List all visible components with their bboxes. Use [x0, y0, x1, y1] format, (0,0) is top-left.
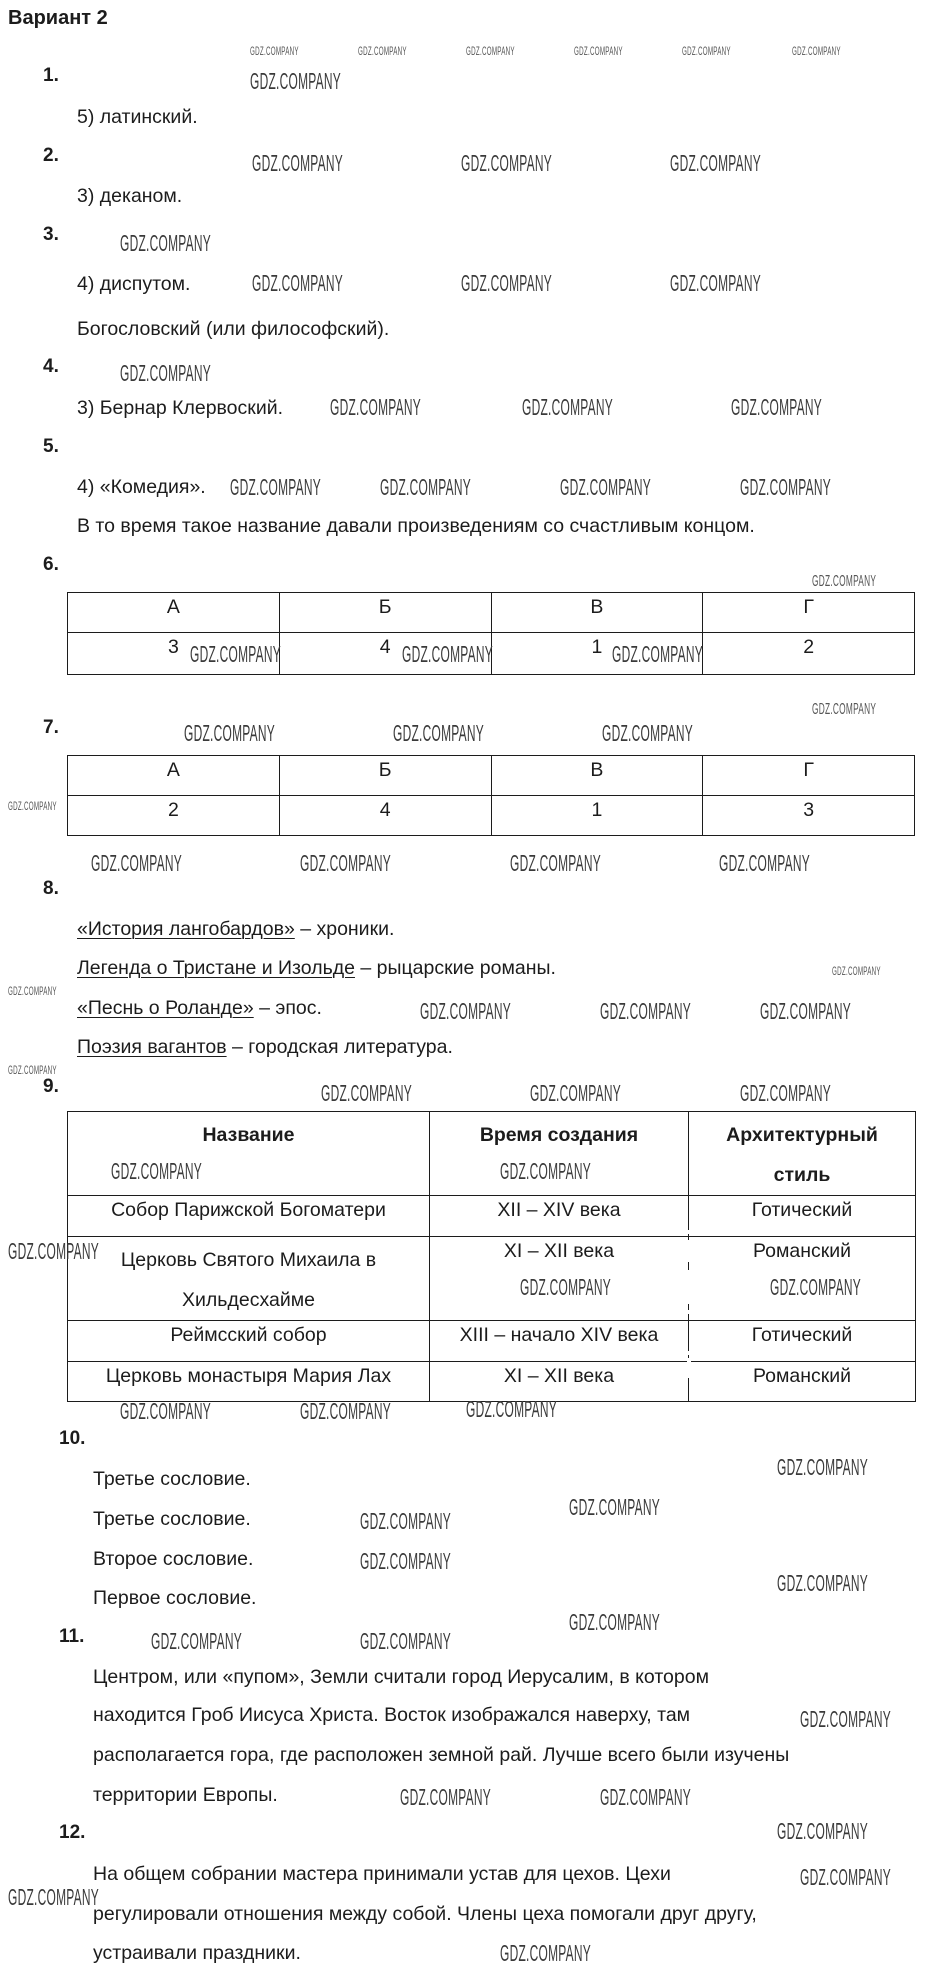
watermark: GDZ.COMPANY — [321, 1080, 413, 1106]
answer-line: устраивали праздники. — [93, 1942, 301, 1964]
answer-text: 4) «Комедия». — [77, 476, 206, 498]
watermark: GDZ.COMPANY — [360, 1548, 452, 1574]
watermark: GDZ.COMPANY — [792, 44, 841, 58]
watermark: GDZ.COMPANY — [120, 360, 212, 386]
watermark: GDZ.COMPANY — [740, 474, 832, 500]
answer-text: 3) деканом. — [77, 185, 183, 207]
list-item — [77, 917, 394, 941]
watermark: GDZ.COMPANY — [500, 1158, 592, 1184]
watermark: GDZ.COMPANY — [466, 44, 515, 58]
watermark: GDZ.COMPANY — [670, 150, 762, 176]
answer-line: территории Европы. — [93, 1784, 278, 1806]
table-cell: 3 — [703, 796, 915, 836]
watermark: GDZ.COMPANY — [360, 1508, 452, 1534]
watermark: GDZ.COMPANY — [569, 1609, 661, 1635]
matching-table-7 — [67, 755, 915, 836]
eraser-smudge — [687, 1240, 691, 1262]
table-cell: Церковь Святого Михаила в Хильдесхайме — [68, 1237, 430, 1321]
question-number: 7. — [43, 717, 59, 738]
answer-line: На общем собрании мастера принимали устав для цехов. Цехи — [93, 1863, 671, 1885]
watermark: GDZ.COMPANY — [8, 984, 57, 998]
list-item — [77, 996, 322, 1020]
table-cell: 2 — [68, 796, 280, 836]
question-number: 5. — [43, 436, 59, 457]
eraser-smudge — [700, 1189, 750, 1193]
table-cell: Готический — [689, 1196, 916, 1237]
answer-text: Богословский (или философский). — [77, 318, 390, 340]
list-item — [77, 1035, 453, 1059]
table-cell: Романский — [689, 1237, 916, 1321]
eraser-smudge — [650, 1310, 730, 1314]
watermark: GDZ.COMPANY — [250, 44, 299, 58]
watermark: GDZ.COMPANY — [600, 998, 692, 1024]
genre-text: – городская литература. — [226, 1036, 453, 1058]
watermark: GDZ.COMPANY — [777, 1818, 869, 1844]
watermark: GDZ.COMPANY — [500, 1940, 592, 1966]
table-header-cell: Г — [703, 756, 915, 796]
watermark: GDZ.COMPANY — [400, 1784, 492, 1810]
watermark: GDZ.COMPANY — [510, 850, 602, 876]
watermark: GDZ.COMPANY — [393, 720, 485, 746]
answer-line: Третье сословие. — [93, 1508, 251, 1530]
watermark: GDZ.COMPANY — [682, 44, 731, 58]
watermark: GDZ.COMPANY — [8, 1063, 57, 1077]
watermark: GDZ.COMPANY — [832, 964, 881, 978]
question-number: 11. — [59, 1626, 85, 1647]
eraser-smudge — [636, 1189, 676, 1193]
eraser-smudge — [660, 1351, 760, 1355]
work-title: «История лангобардов» — [77, 918, 295, 940]
watermark: GDZ.COMPANY — [770, 1274, 862, 1300]
table-header-cell: Г — [703, 593, 915, 633]
table-cell: XII – XIV века — [430, 1196, 689, 1237]
table-cell: 1 — [491, 633, 703, 675]
watermark: GDZ.COMPANY — [719, 850, 811, 876]
answer-line: находится Гроб Иисуса Христа. Восток изображался наверху, там — [93, 1704, 691, 1726]
watermark: GDZ.COMPANY — [252, 270, 344, 296]
watermark: GDZ.COMPANY — [466, 1396, 558, 1422]
answer-text: В то время такое название давали произведениям со счастливым концом. — [77, 515, 755, 537]
watermark: GDZ.COMPANY — [252, 150, 344, 176]
watermark: GDZ.COMPANY — [8, 1238, 100, 1264]
watermark: GDZ.COMPANY — [184, 720, 276, 746]
watermark: GDZ.COMPANY — [731, 394, 823, 420]
cathedrals-table — [67, 1111, 916, 1402]
answer-line: Второе сословие. — [93, 1548, 254, 1570]
eraser-smudge — [687, 1358, 691, 1378]
table-header-cell: Время создания — [430, 1112, 689, 1196]
eraser-smudge — [687, 1270, 691, 1304]
watermark: GDZ.COMPANY — [111, 1158, 203, 1184]
table-cell: XIII – начало XIV века — [430, 1321, 689, 1362]
question-number: 10. — [59, 1428, 86, 1449]
table-header-cell: В — [491, 593, 703, 633]
watermark: GDZ.COMPANY — [330, 394, 422, 420]
watermark: GDZ.COMPANY — [740, 1080, 832, 1106]
question-number: 12. — [59, 1822, 86, 1843]
table-cell: Романский — [689, 1362, 916, 1402]
work-title: Поэзия вагантов — [77, 1036, 227, 1058]
work-title: Легенда о Тристане и Изольде — [77, 957, 355, 979]
watermark: GDZ.COMPANY — [402, 641, 494, 667]
table-cell: XI – XII века — [430, 1237, 689, 1321]
answer-text: 5) латинский. — [77, 106, 198, 128]
table-cell: 4 — [279, 633, 491, 675]
watermark: GDZ.COMPANY — [522, 394, 614, 420]
watermark: GDZ.COMPANY — [800, 1864, 892, 1890]
watermark: GDZ.COMPANY — [520, 1274, 612, 1300]
table-cell: 4 — [279, 796, 491, 836]
watermark: GDZ.COMPANY — [358, 44, 407, 58]
table-header-cell: Название — [68, 1112, 430, 1196]
watermark: GDZ.COMPANY — [8, 799, 57, 813]
table-header-cell: А — [68, 756, 280, 796]
table-cell: 1 — [491, 796, 703, 836]
watermark: GDZ.COMPANY — [250, 68, 342, 94]
eraser-smudge — [650, 1230, 740, 1234]
watermark: GDZ.COMPANY — [670, 270, 762, 296]
watermark: GDZ.COMPANY — [151, 1628, 243, 1654]
answer-line: Третье сословие. — [93, 1468, 251, 1490]
table-cell: XI – XII века — [430, 1362, 689, 1402]
genre-text: – эпос. — [253, 997, 322, 1019]
watermark: GDZ.COMPANY — [120, 230, 212, 256]
table-header-cell: В — [491, 756, 703, 796]
watermark: GDZ.COMPANY — [120, 1398, 212, 1424]
answer-line: регулировали отношения между собой. Члены цеха помогали друг другу, — [93, 1903, 757, 1925]
watermark: GDZ.COMPANY — [190, 641, 282, 667]
question-number: 1. — [43, 65, 59, 86]
watermark: GDZ.COMPANY — [800, 1706, 892, 1732]
matching-table-6 — [67, 592, 915, 675]
watermark: GDZ.COMPANY — [574, 44, 623, 58]
watermark: GDZ.COMPANY — [420, 998, 512, 1024]
watermark: GDZ.COMPANY — [560, 474, 652, 500]
watermark: GDZ.COMPANY — [812, 573, 877, 590]
answer-text: 3) Бернар Клервоский. — [77, 397, 284, 419]
watermark: GDZ.COMPANY — [602, 720, 694, 746]
watermark: GDZ.COMPANY — [91, 850, 183, 876]
table-cell: 3 — [68, 633, 280, 675]
table-header-cell: Б — [279, 593, 491, 633]
watermark: GDZ.COMPANY — [812, 701, 877, 718]
table-header-cell: Архитектурный стиль — [689, 1112, 916, 1196]
list-item — [77, 956, 556, 980]
table-cell: Готический — [689, 1321, 916, 1362]
watermark: GDZ.COMPANY — [230, 474, 322, 500]
question-number: 4. — [43, 356, 59, 377]
table-cell: Собор Парижской Богоматери — [68, 1196, 430, 1237]
work-title: «Песнь о Роланде» — [77, 997, 254, 1019]
watermark: GDZ.COMPANY — [461, 270, 553, 296]
watermark: GDZ.COMPANY — [760, 998, 852, 1024]
watermark: GDZ.COMPANY — [300, 850, 392, 876]
table-header-cell: А — [68, 593, 280, 633]
question-number: 6. — [43, 554, 59, 575]
watermark: GDZ.COMPANY — [777, 1570, 869, 1596]
watermark: GDZ.COMPANY — [380, 474, 472, 500]
page-title: Вариант 2 — [8, 7, 108, 29]
table-header-cell: Б — [279, 756, 491, 796]
answer-line: Первое сословие. — [93, 1587, 257, 1609]
question-number: 3. — [43, 224, 59, 245]
genre-text: – рыцарские романы. — [354, 957, 556, 979]
watermark: GDZ.COMPANY — [8, 1884, 100, 1910]
watermark: GDZ.COMPANY — [600, 1784, 692, 1810]
watermark: GDZ.COMPANY — [569, 1494, 661, 1520]
question-number: 8. — [43, 878, 59, 899]
answer-line: Центром, или «пупом», Земли считали город Иерусалим, в котором — [93, 1666, 709, 1688]
watermark: GDZ.COMPANY — [612, 641, 704, 667]
answer-line: располагается гора, где расположен земной рай. Лучше всего были изучены — [93, 1744, 790, 1766]
table-cell: Церковь монастыря Мария Лах — [68, 1362, 430, 1402]
watermark: GDZ.COMPANY — [530, 1080, 622, 1106]
table-cell: Реймсский собор — [68, 1321, 430, 1362]
watermark: GDZ.COMPANY — [777, 1454, 869, 1480]
watermark: GDZ.COMPANY — [461, 150, 553, 176]
answer-text: 4) диспутом. — [77, 273, 191, 295]
question-number: 9. — [43, 1076, 59, 1097]
watermark: GDZ.COMPANY — [360, 1628, 452, 1654]
genre-text: – хроники. — [294, 918, 395, 940]
watermark: GDZ.COMPANY — [300, 1398, 392, 1424]
question-number: 2. — [43, 145, 59, 166]
table-cell: 2 — [703, 633, 915, 675]
